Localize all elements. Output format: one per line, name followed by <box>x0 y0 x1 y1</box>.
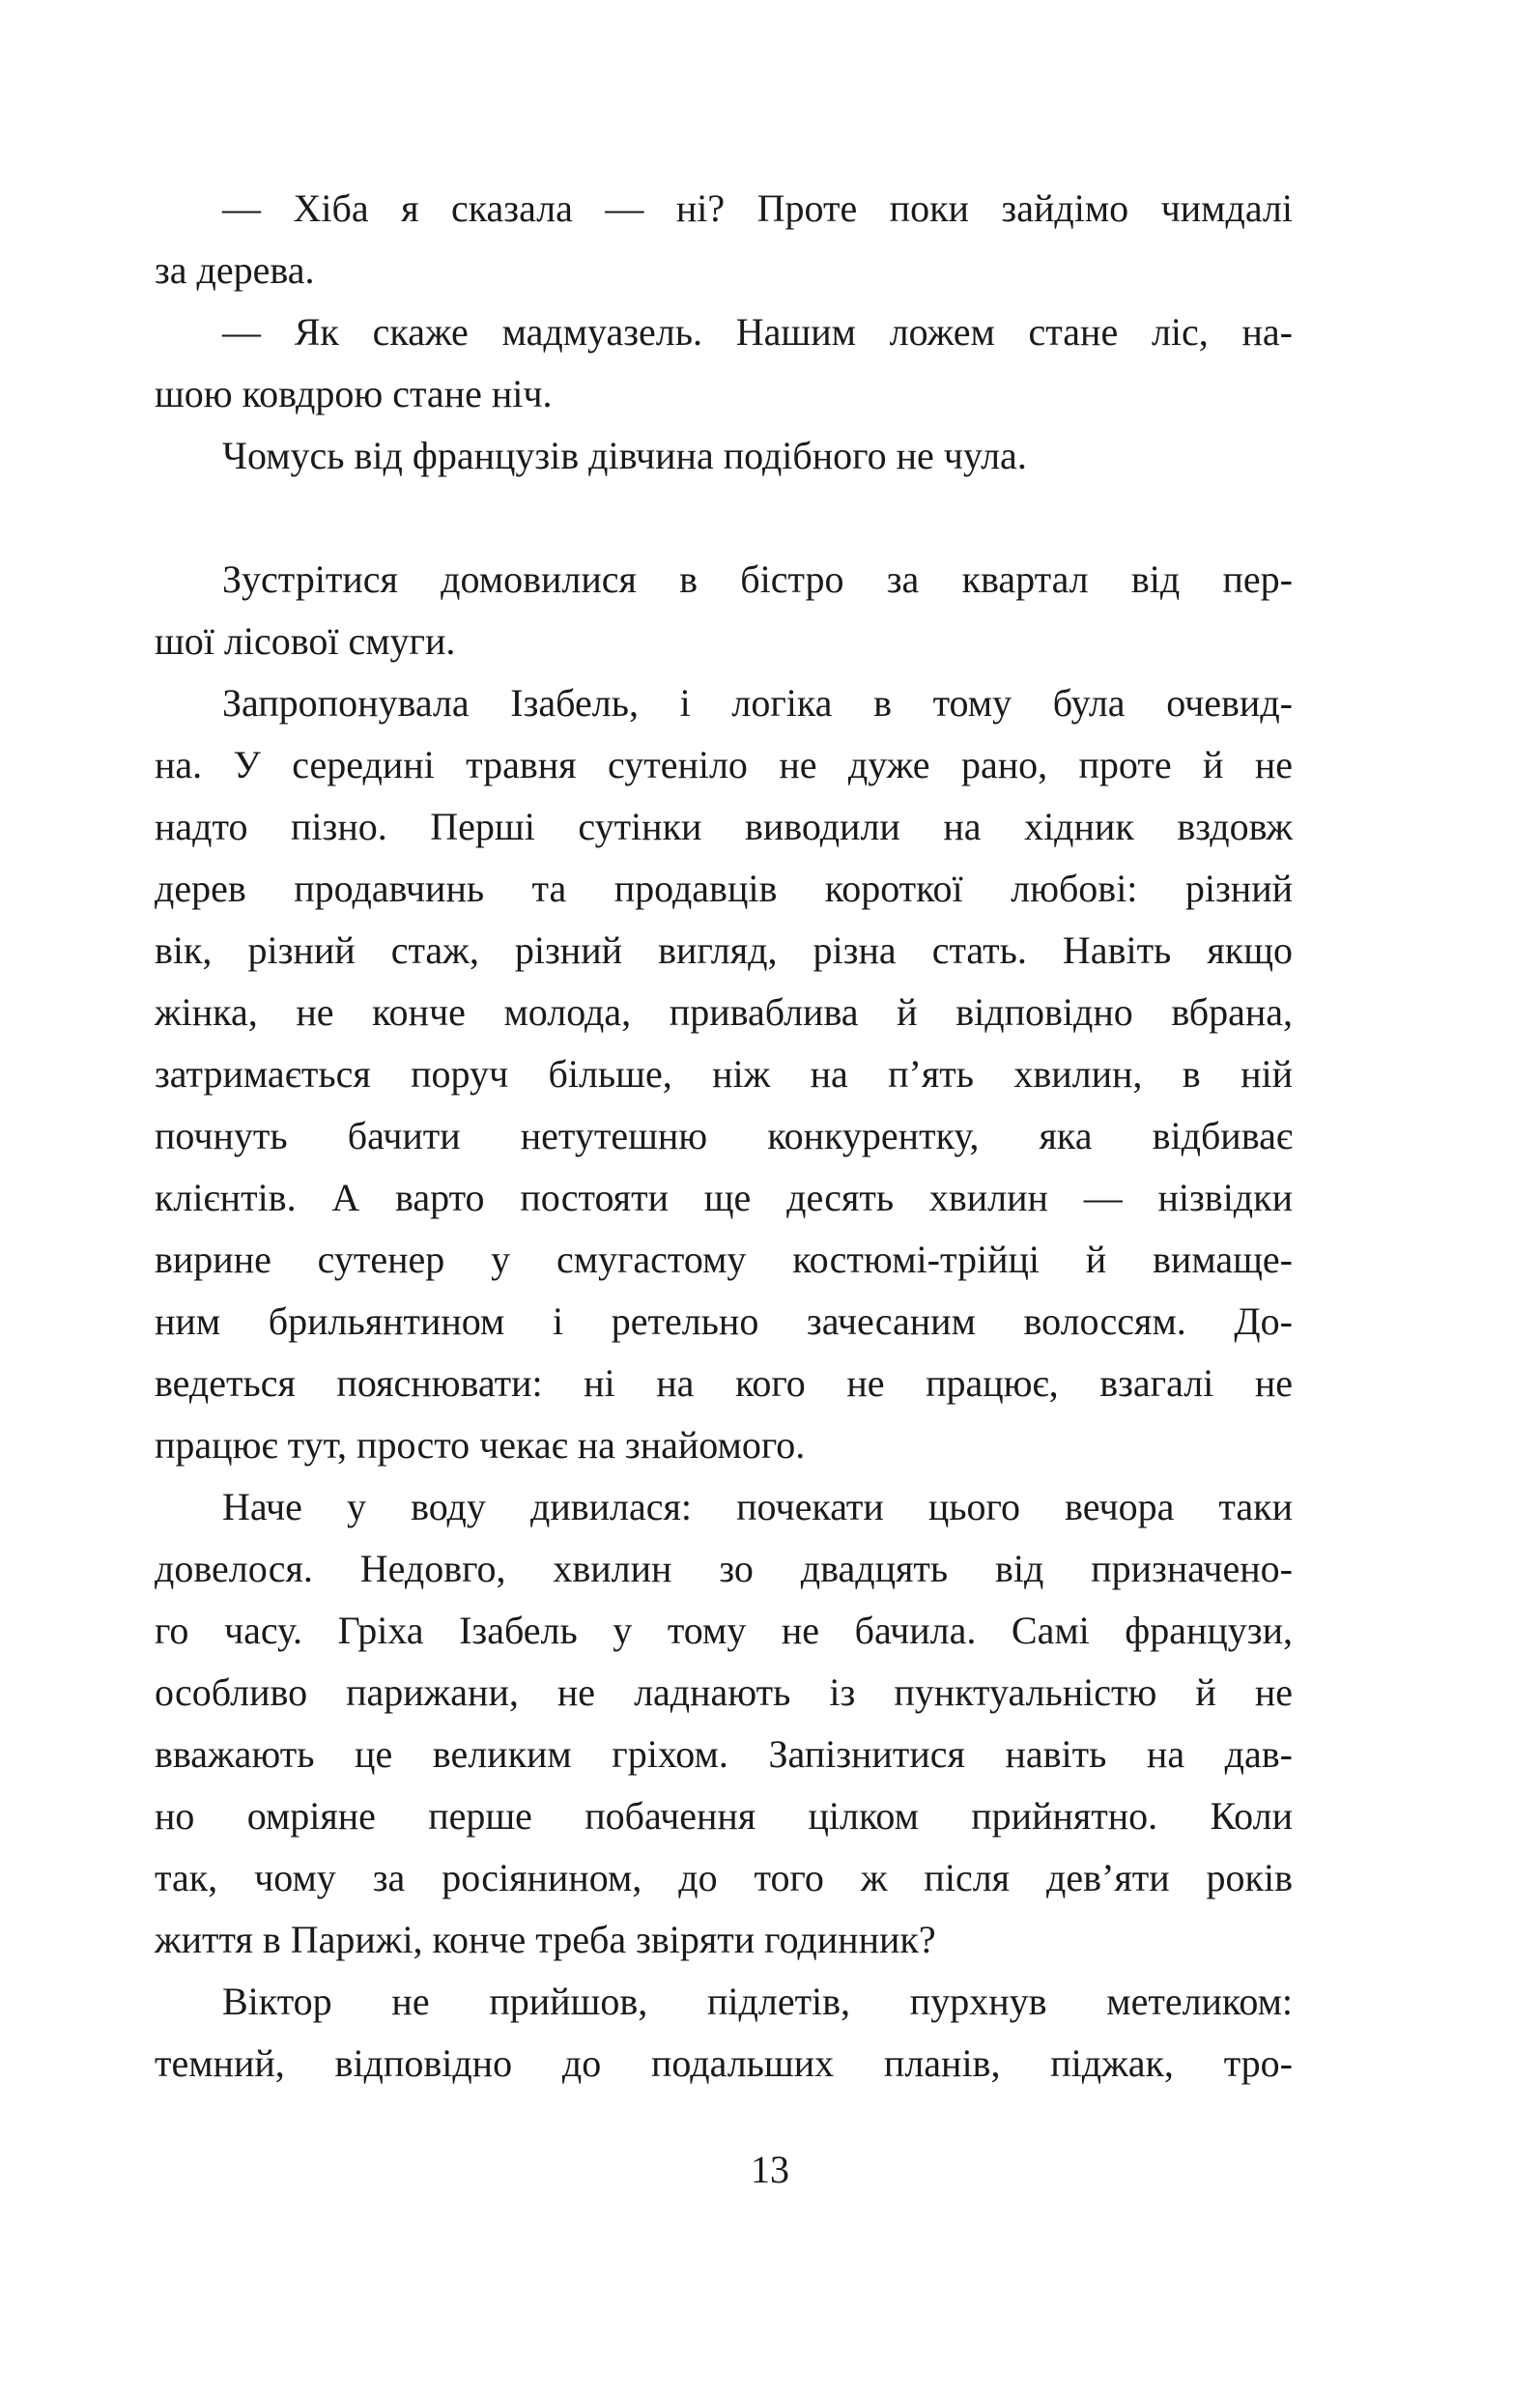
text-line: ведеться пояснювати: ні на кого не працює, взагалі не <box>155 1361 1293 1405</box>
text-line: вік, різний стаж, різний вигляд, різна стать. Навіть якщо <box>155 928 1293 972</box>
text-line: шою ковдрою стане ніч. <box>155 372 553 415</box>
text-line: го часу. Гріха Ізабель у тому не бачила. Самі французи, <box>155 1609 1293 1652</box>
text-line: но омріяне перше побачення цілком прийнятно. Коли <box>155 1794 1293 1838</box>
text-line: шої лісової смуги. <box>155 619 456 663</box>
text-line: Віктор не прийшов, підлетів, пурхнув метеликом: <box>222 1980 1293 2023</box>
text-line: особливо парижани, не ладнають із пунктуальністю й не <box>155 1670 1293 1714</box>
text-line: жінка, не конче молода, приваблива й відповідно вбрана, <box>155 990 1293 1034</box>
text-line: клієнтів. А варто постояти ще десять хвилин — нізвідки <box>155 1176 1293 1219</box>
text-line: ним брильянтином і ретельно зачесаним волоссям. До- <box>155 1299 1293 1343</box>
text-line: на. У середині травня сутеніло не дуже рано, проте й не <box>155 743 1293 786</box>
text-line: життя в Парижі, конче треба звіряти годинник? <box>155 1918 936 1961</box>
text-line: вирине сутенер у смугастому костюмі-трійці й вимаще- <box>155 1238 1293 1281</box>
text-line: Наче у воду дивилася: почекати цього вечора таки <box>222 1485 1293 1528</box>
text-line: — Як скаже мадмуазель. Нашим ложем стане ліс, на- <box>222 310 1293 354</box>
text-line: — Хіба я сказала — ні? Проте поки зайдімо чимдалі <box>222 186 1293 230</box>
text-line: надто пізно. Перші сутінки виводили на хідник вздовж <box>155 805 1293 848</box>
text-line: працює тут, просто чекає на знайомого. <box>155 1423 806 1467</box>
text-line: затримається поруч більше, ніж на п’ять хвилин, в ній <box>155 1052 1293 1096</box>
text-line: Запропонувала Ізабель, і логіка в тому була очевид- <box>222 681 1293 725</box>
text-line: темний, відповідно до подальших планів, піджак, тро- <box>155 2041 1293 2085</box>
text-line: дерев продавчинь та продавців короткої любові: різний <box>155 867 1293 910</box>
text-line: почнуть бачити нетутешню конкурентку, яка відбиває <box>155 1114 1293 1157</box>
text-line: довелося. Недовго, хвилин зо двадцять від призначено- <box>155 1547 1293 1590</box>
text-line: за дерева. <box>155 248 315 292</box>
text-line: так, чому за росіянином, до того ж після дев’яти років <box>155 1856 1293 1899</box>
text-line: Зустрітися домовилися в бістро за квартал від пер- <box>222 557 1293 601</box>
page-number: 13 <box>751 2148 789 2191</box>
text-line: вважають це великим гріхом. Запізнитися навіть на дав- <box>155 1732 1293 1776</box>
text-line: Чомусь від французів дівчина подібного не чула. <box>222 434 1027 477</box>
